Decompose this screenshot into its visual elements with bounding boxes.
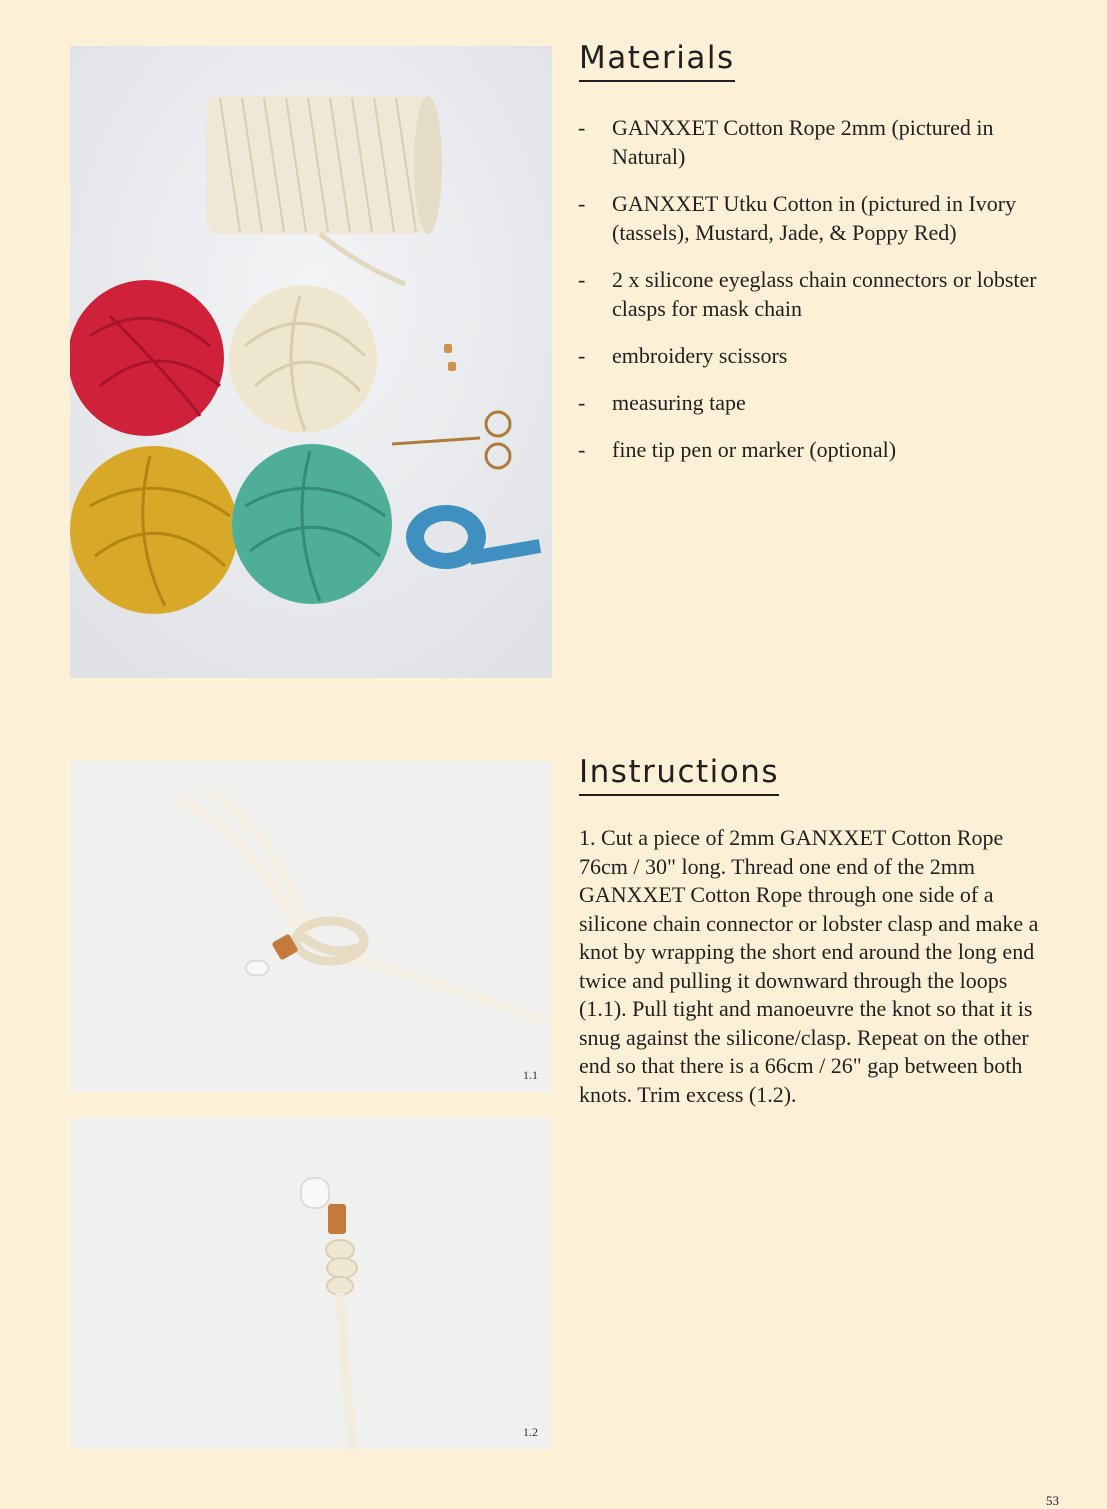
list-item bbox=[578, 341, 1048, 370]
photo-caption: 1.2 bbox=[523, 1425, 538, 1439]
list-item bbox=[578, 388, 1048, 417]
silicone-loop bbox=[301, 1178, 329, 1208]
materials-heading: Materials bbox=[579, 40, 735, 82]
list-item-text: measuring tape bbox=[612, 390, 746, 415]
list-item-text: embroidery scissors bbox=[612, 343, 788, 368]
list-dash: - bbox=[578, 437, 586, 462]
list-item-text: 2 x silicone eyeglass chain connectors or lobster clasps for mask chain bbox=[612, 267, 1037, 321]
knot bbox=[326, 1240, 357, 1295]
list-dash: - bbox=[578, 390, 586, 415]
list-dash: - bbox=[578, 115, 586, 140]
step-1-2-photo bbox=[70, 1118, 552, 1449]
list-item bbox=[578, 113, 1048, 171]
list-dash: - bbox=[578, 191, 586, 216]
materials-list bbox=[578, 113, 1048, 482]
ivory-yarn bbox=[229, 285, 377, 433]
list-item bbox=[578, 435, 1048, 464]
list-item-text: fine tip pen or marker (optional) bbox=[612, 437, 897, 462]
jade-yarn bbox=[232, 444, 392, 604]
list-item bbox=[578, 189, 1048, 247]
list-item-text: GANXXET Cotton Rope 2mm (pictured in Natural) bbox=[612, 115, 994, 169]
page-number: 53 bbox=[1046, 1493, 1059, 1508]
list-item-text: GANXXET Utku Cotton in (pictured in Ivory (tassels), Mustard, Jade, & Poppy Red) bbox=[612, 191, 1017, 245]
instructions-body: 1. Cut a piece of 2mm GANXXET Cotton Rope 76cm / 30" long. Thread one end of the 2mm GANXXET Cotton Rope through one side of a silicone chain connector or lobster clasp and make a knot by wrapping the short end around the long end twice and pulling it downward through the loops (1.1). Pull tight and manoeuvre the knot so that it is snug against the silicone/clasp. Repeat on the other end so that there is a 66cm / 26" gap between both knots. Trim excess (1.2). bbox=[579, 825, 1039, 1107]
instructions-heading: Instructions bbox=[579, 754, 779, 796]
silicone-loop bbox=[246, 961, 268, 975]
materials-photo bbox=[70, 46, 552, 678]
mustard-yarn bbox=[70, 446, 238, 614]
list-dash: - bbox=[578, 343, 586, 368]
list-dash: - bbox=[578, 267, 586, 292]
photo-caption: 1.1 bbox=[523, 1068, 538, 1082]
poppy-red-yarn bbox=[70, 280, 224, 436]
step-1-1-photo bbox=[70, 761, 552, 1092]
copper-coil bbox=[328, 1204, 346, 1234]
list-item bbox=[578, 265, 1048, 323]
